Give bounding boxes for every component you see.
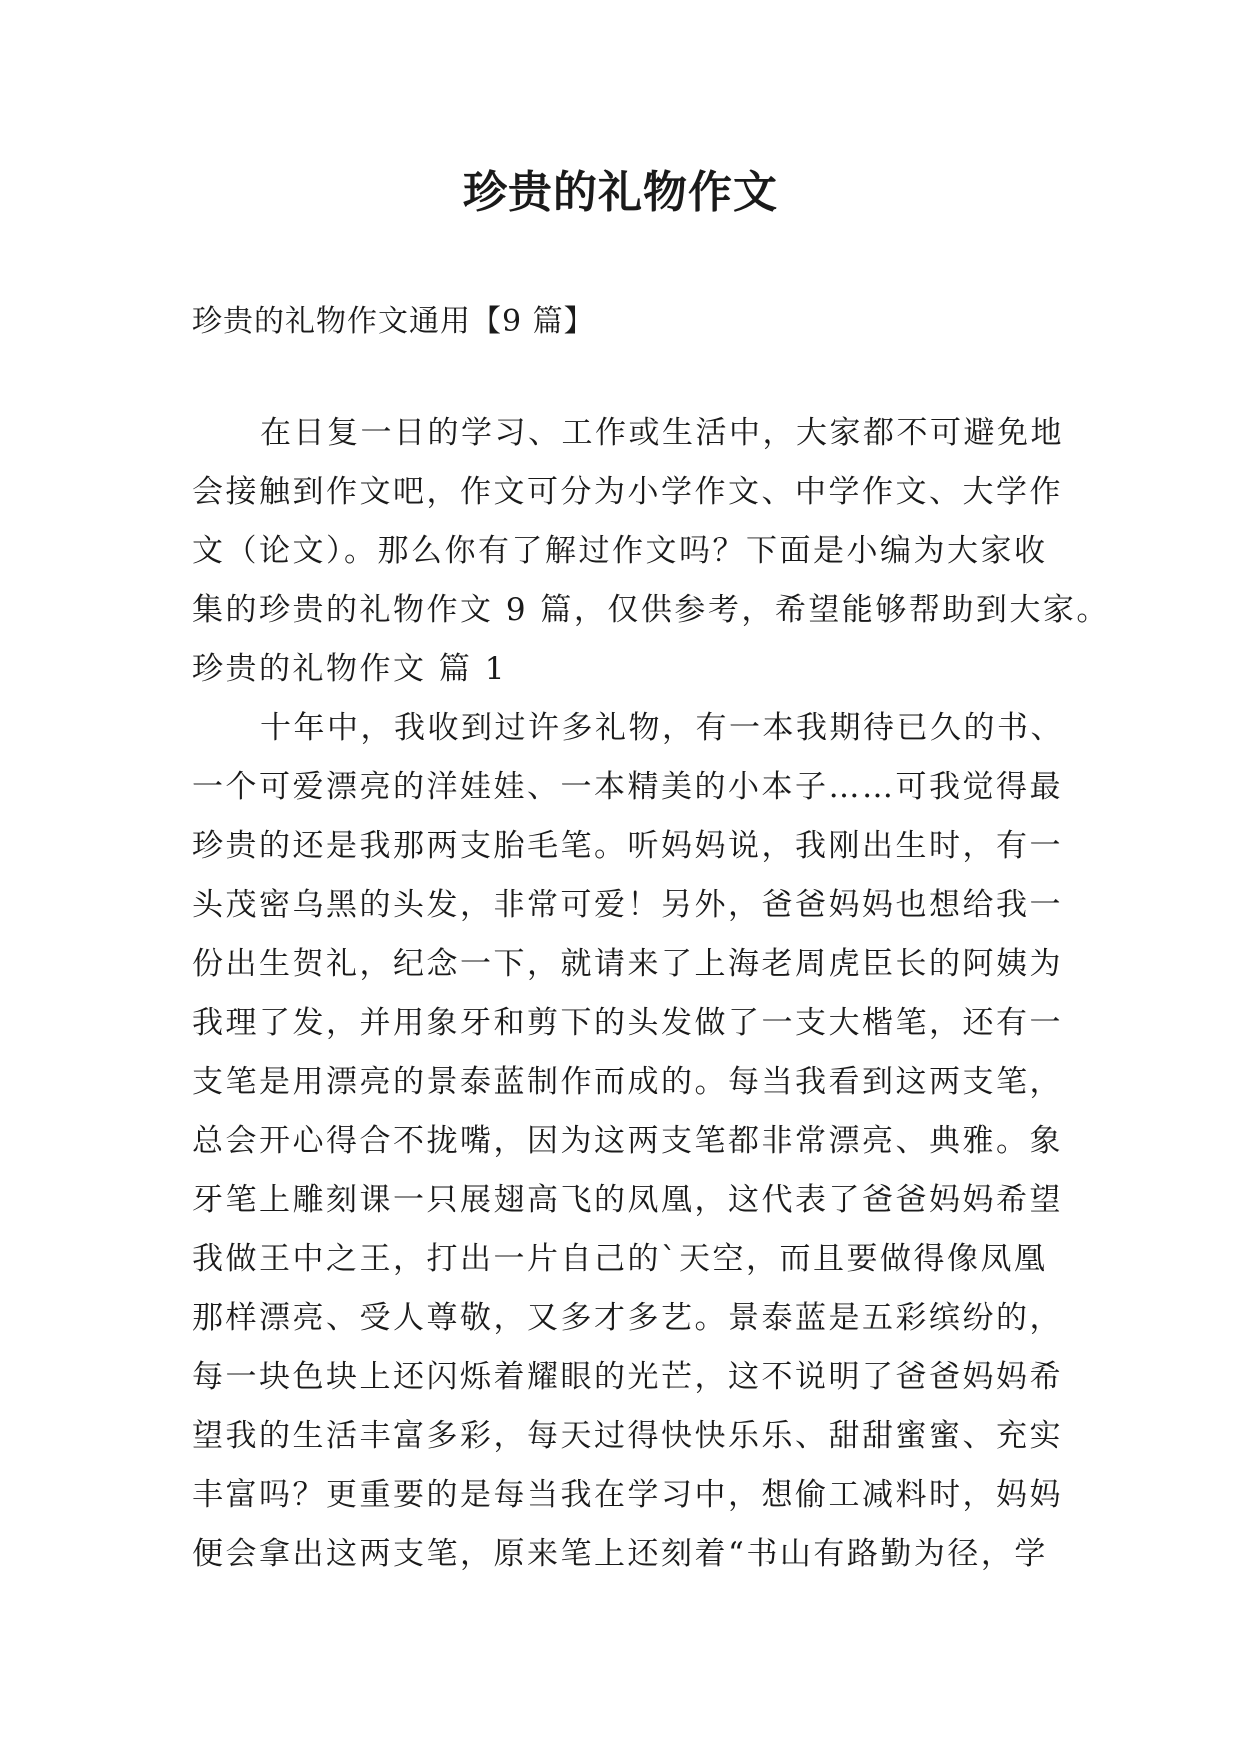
paragraph-line: 每一块色块上还闪烁着耀眼的光芒，这不说明了爸爸妈妈希 xyxy=(192,1359,1063,1395)
paragraph-line: 支笔是用漂亮的景泰蓝制作而成的。每当我看到这两支笔， xyxy=(192,1064,1063,1100)
paragraph-line: 我理了发，并用象牙和剪下的头发做了一支大楷笔，还有一 xyxy=(192,1005,1063,1041)
paragraph-line: 丰富吗？更重要的是每当我在学习中，想偷工减料时，妈妈 xyxy=(192,1477,1063,1513)
paragraph-line: 份出生贺礼，纪念一下，就请来了上海老周虎臣长的阿姨为 xyxy=(192,946,1063,982)
paragraph-line: 文（论文）。那么你有了解过作文吗？下面是小编为大家收 xyxy=(192,533,1048,569)
paragraph-line: 会接触到作文吧，作文可分为小学作文、中学作文、大学作 xyxy=(192,474,1063,510)
paragraph-line: 集的珍贵的礼物作文 9 篇，仅供参考，希望能够帮助到大家。 xyxy=(192,592,1110,628)
document-title: 珍贵的礼物作文 xyxy=(463,167,778,218)
paragraph-line: 在日复一日的学习、工作或生活中，大家都不可避免地 xyxy=(260,415,1064,451)
paragraph-line: 牙笔上雕刻课一只展翅高飞的凤凰，这代表了爸爸妈妈希望 xyxy=(192,1182,1063,1218)
paragraph-line: 珍贵的还是我那两支胎毛笔。听妈妈说，我刚出生时，有一 xyxy=(192,828,1063,864)
paragraph-line: 总会开心得合不拢嘴，因为这两支笔都非常漂亮、典雅。象 xyxy=(192,1123,1063,1159)
paragraph-line: 十年中，我收到过许多礼物，有一本我期待已久的书、 xyxy=(260,710,1064,746)
paragraph-line: 望我的生活丰富多彩，每天过得快快乐乐、甜甜蜜蜜、充实 xyxy=(192,1418,1063,1454)
section-heading: 珍贵的礼物作文 篇 1 xyxy=(192,651,507,687)
document-body xyxy=(192,404,1110,1584)
paragraph-line: 头茂密乌黑的头发，非常可爱！另外，爸爸妈妈也想给我一 xyxy=(192,887,1063,923)
paragraph-line: 我做王中之王，打出一片自己的`天空，而且要做得像凤凰 xyxy=(192,1241,1048,1277)
document-subtitle: 珍贵的礼物作文通用【9 篇】 xyxy=(192,304,595,339)
paragraph-line: 便会拿出这两支笔，原来笔上还刻着“书山有路勤为径，学 xyxy=(192,1536,1048,1572)
paragraph-line: 一个可爱漂亮的洋娃娃、一本精美的小本子……可我觉得最 xyxy=(192,769,1063,805)
paragraph-line: 那样漂亮、受人尊敬，又多才多艺。景泰蓝是五彩缤纷的， xyxy=(192,1300,1063,1336)
